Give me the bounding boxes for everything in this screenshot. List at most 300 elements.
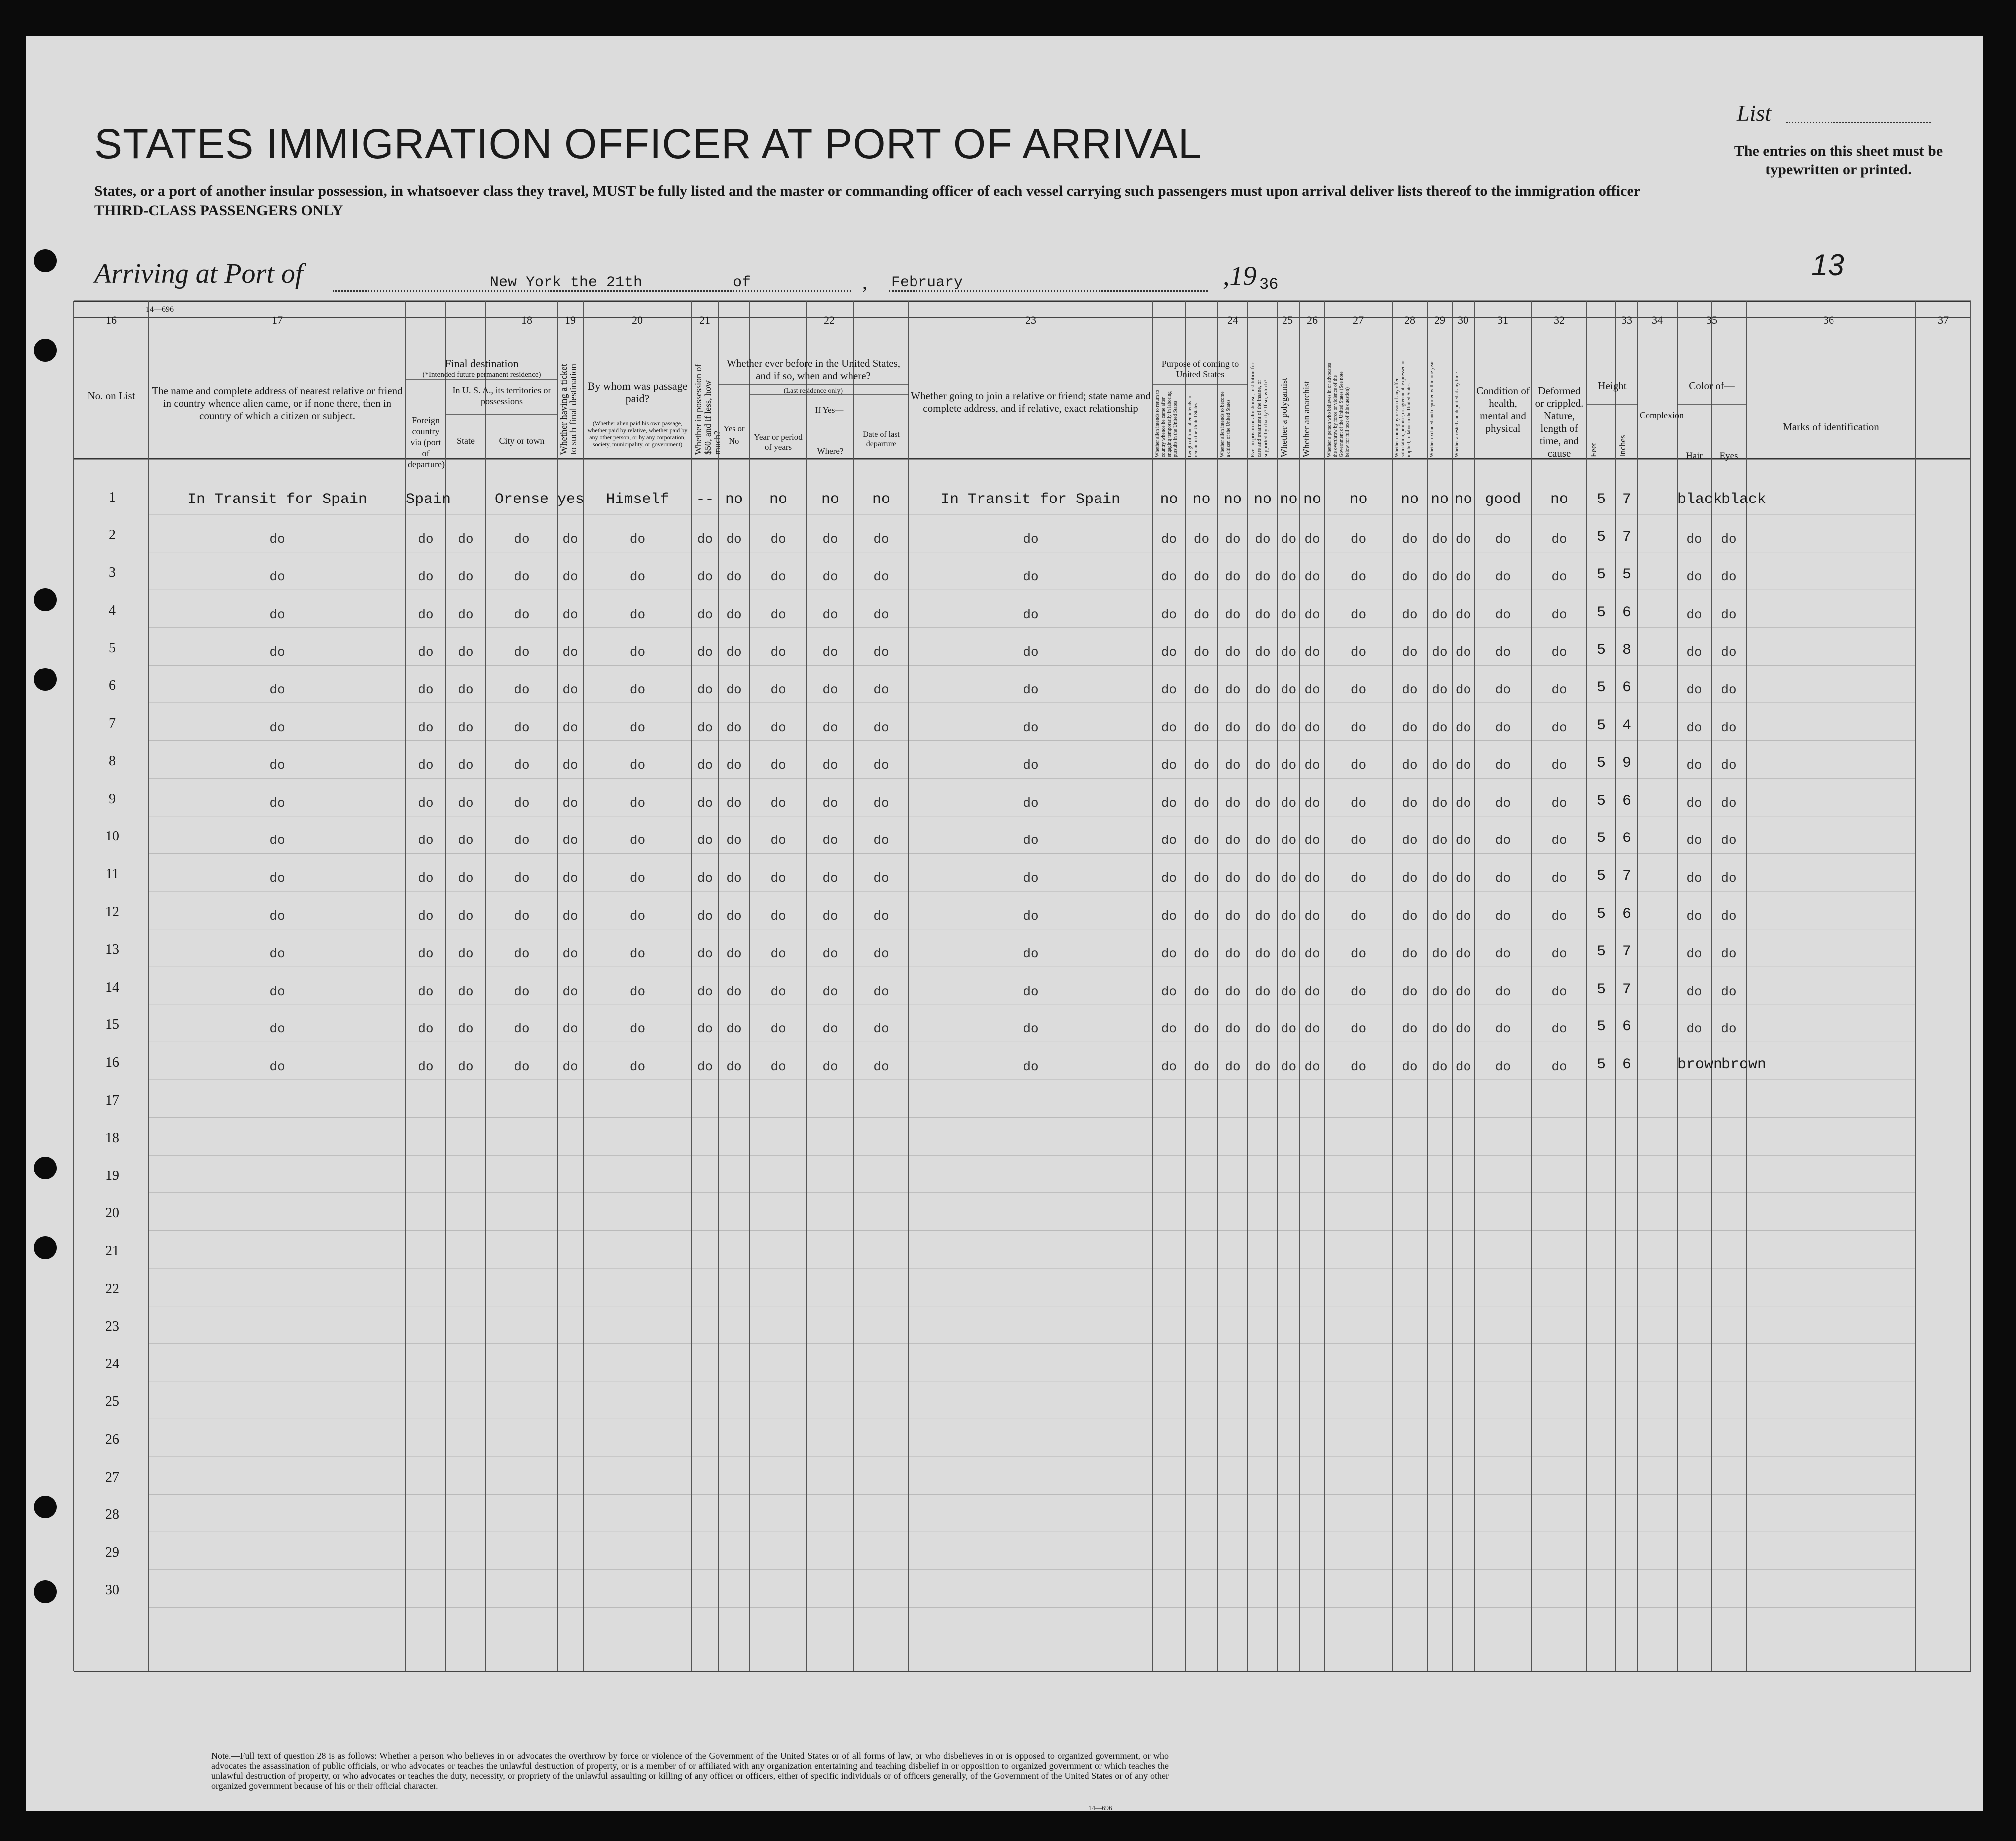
ditto-mark: do [269, 1021, 285, 1037]
ditto-mark: do [1193, 645, 1210, 660]
ditto-mark: do [1255, 871, 1271, 886]
ditto-mark: do [562, 569, 578, 585]
ditto-mark: do [1721, 1021, 1737, 1037]
ditto-mark: do [514, 946, 530, 962]
header-c21: Whether in possession of $50, and if less, how much? [693, 364, 722, 455]
page-title: STATES IMMIGRATION OFFICER AT PORT OF ARRIVAL [94, 120, 1202, 167]
ditto-mark: do [1551, 720, 1567, 735]
column-number: 28 [1404, 314, 1415, 326]
ditto-mark: do [458, 682, 474, 697]
ditto-mark: do [562, 645, 578, 660]
ditto-mark: do [514, 569, 530, 585]
ditto-mark: do [458, 1021, 474, 1037]
column-number: 20 [632, 314, 643, 326]
header-c22-sub: (Last residence only) [783, 387, 843, 395]
ditto-mark: do [1402, 833, 1418, 848]
cell-c22-year: no [769, 491, 787, 508]
ditto-mark: do [873, 871, 889, 886]
ditto-mark: do [770, 984, 786, 999]
punch-hole [34, 668, 57, 691]
column-number: 31 [1497, 314, 1508, 326]
ditto-mark: do [1686, 531, 1702, 547]
ditto-mark: do [1161, 531, 1177, 547]
height-inches: 6 [1622, 792, 1631, 810]
punch-hole [34, 1157, 57, 1179]
column-number: 36 [1823, 314, 1834, 326]
ditto-mark: do [629, 984, 646, 999]
ditto-mark: do [1402, 984, 1418, 999]
ditto-mark: do [1255, 833, 1271, 848]
ditto-mark: do [1495, 946, 1511, 962]
ditto-mark: do [418, 682, 434, 697]
ditto-mark: do [697, 682, 713, 697]
ditto-mark: do [1225, 871, 1241, 886]
row-number: 28 [105, 1507, 119, 1523]
row-number: 6 [109, 678, 116, 693]
ditto-mark: do [1551, 984, 1567, 999]
cell-c33: no [1550, 491, 1568, 508]
column-number: 32 [1554, 314, 1565, 326]
ditto-mark: do [1721, 758, 1737, 773]
ditto-mark: do [458, 569, 474, 585]
ditto-mark: do [1721, 720, 1737, 735]
ditto-mark: do [1721, 908, 1737, 924]
header-c18-foreign: Foreign country via (port of departure)— [408, 415, 445, 480]
cell-c18-city: Orense [494, 491, 549, 508]
ditto-mark: do [1432, 984, 1448, 999]
ditto-mark: do [1721, 531, 1737, 547]
height-inches: 7 [1622, 981, 1631, 998]
cell-c22-where: no [821, 491, 839, 508]
row-number: 7 [109, 715, 116, 731]
ditto-mark: do [562, 682, 578, 697]
header-c27: Whether an anarchist [1301, 381, 1311, 457]
ditto-mark: do [770, 531, 786, 547]
intro-text: States, or a port of another insular possession, in whatsoever class they travel, MUST be fully listed and the master or commanding officer of each vessel carrying such passengers must upon arrival deliver lists thereof to the immigration officer [94, 183, 1641, 199]
ditto-mark: do [873, 607, 889, 622]
ditto-mark: do [1304, 908, 1320, 924]
ditto-mark: do [1255, 908, 1271, 924]
height-feet: 5 [1596, 905, 1606, 923]
ditto-mark: do [1455, 1021, 1471, 1037]
ditto-mark: do [697, 645, 713, 660]
ditto-mark: do [822, 531, 838, 547]
header-c22-year: Year or period of years [754, 432, 803, 452]
ditto-mark: do [1455, 531, 1471, 547]
ditto-mark: do [697, 871, 713, 886]
ditto-mark: do [1495, 1021, 1511, 1037]
height-feet: 5 [1596, 1056, 1606, 1073]
ditto-mark: do [1161, 1021, 1177, 1037]
ditto-mark: do [1281, 908, 1297, 924]
cell-c27: no [1303, 491, 1321, 508]
ditto-mark: do [1161, 946, 1177, 962]
ditto-mark: do [514, 871, 530, 886]
ditto-mark: do [1225, 758, 1241, 773]
ditto-mark: do [1023, 871, 1039, 886]
row-number: 14 [105, 979, 119, 995]
ditto-mark: do [1350, 1021, 1367, 1037]
ditto-mark: do [629, 871, 646, 886]
ditto-mark: do [1721, 833, 1737, 848]
ditto-mark: do [1281, 795, 1297, 811]
height-feet: 5 [1596, 491, 1606, 508]
cell-c22-date: no [872, 491, 890, 508]
ditto-mark: do [1304, 1059, 1320, 1074]
ditto-mark: do [822, 682, 838, 697]
ditto-mark: do [269, 833, 285, 848]
header-c34-title: Height [1598, 380, 1627, 392]
ditto-mark: do [873, 1059, 889, 1074]
ditto-mark: do [726, 833, 742, 848]
ditto-mark: do [770, 833, 786, 848]
row-number: 23 [105, 1319, 119, 1335]
ditto-mark: do [1551, 795, 1567, 811]
header-c22-where: Where? [817, 446, 844, 456]
ditto-mark: do [873, 1021, 889, 1037]
header-c36-title: Color of— [1689, 380, 1735, 392]
ditto-mark: do [458, 984, 474, 999]
header-c18-title: Final destination [445, 357, 519, 370]
ditto-mark: do [1193, 1059, 1210, 1074]
ditto-mark: do [269, 607, 285, 622]
column-number: 29 [1434, 314, 1445, 326]
ditto-mark: do [1304, 1021, 1320, 1037]
ditto-mark: do [1281, 720, 1297, 735]
ditto-mark: do [1455, 682, 1471, 697]
header-c22-ifyes: If Yes— [815, 405, 844, 415]
ditto-mark: do [1495, 569, 1511, 585]
cell-c20: Himself [606, 491, 669, 508]
height-feet: 5 [1596, 943, 1606, 961]
ditto-mark: do [1255, 984, 1271, 999]
ditto-mark: do [1304, 569, 1320, 585]
ditto-mark: do [1350, 645, 1367, 660]
header-c18-city: City or town [499, 436, 545, 446]
ditto-mark: do [1686, 682, 1702, 697]
ditto-mark: do [822, 871, 838, 886]
ditto-mark: do [1023, 720, 1039, 735]
ditto-mark: do [1495, 871, 1511, 886]
ditto-mark: do [1225, 531, 1241, 547]
ditto-mark: do [1161, 871, 1177, 886]
ditto-mark: do [1551, 645, 1567, 660]
ditto-mark: do [1350, 1059, 1367, 1074]
header-c35: Complexion [1640, 410, 1684, 420]
ditto-mark: do [1350, 984, 1367, 999]
punch-hole [34, 1580, 57, 1603]
column-number: 27 [1353, 314, 1364, 326]
ditto-mark: do [1495, 984, 1511, 999]
row-number: 20 [105, 1205, 119, 1221]
height-feet: 5 [1596, 830, 1606, 847]
ditto-mark: do [562, 871, 578, 886]
ditto-mark: do [1495, 682, 1511, 697]
header-c37: Marks of identification [1783, 421, 1879, 433]
ditto-mark: do [1281, 607, 1297, 622]
height-inches: 6 [1622, 1018, 1631, 1036]
ditto-mark: do [1455, 720, 1471, 735]
ditto-mark: do [697, 531, 713, 547]
ditto-mark: do [1350, 946, 1367, 962]
height-feet: 5 [1596, 717, 1606, 734]
cell-c24-c: no [1223, 491, 1242, 508]
ditto-mark: do [822, 946, 838, 962]
ditto-mark: do [458, 1059, 474, 1074]
ditto-mark: do [1495, 1059, 1511, 1074]
ditto-mark: do [1551, 871, 1567, 886]
ditto-mark: do [1225, 607, 1241, 622]
ditto-mark: do [1281, 1059, 1297, 1074]
ditto-mark: do [1495, 908, 1511, 924]
ditto-mark: do [873, 833, 889, 848]
height-inches: 7 [1622, 491, 1631, 508]
ditto-mark: do [1304, 607, 1320, 622]
cell-c24-a: no [1160, 491, 1178, 508]
punch-hole [34, 588, 57, 611]
height-feet: 5 [1596, 679, 1606, 696]
ditto-mark: do [1161, 795, 1177, 811]
cell-hair-last: brown [1677, 1056, 1723, 1073]
ditto-mark: do [629, 833, 646, 848]
ditto-mark: do [562, 795, 578, 811]
ditto-mark: do [1281, 758, 1297, 773]
ditto-mark: do [770, 720, 786, 735]
ditto-mark: do [1721, 871, 1737, 886]
ditto-mark: do [629, 908, 646, 924]
column-number: 34 [1652, 314, 1663, 326]
row-number: 4 [109, 602, 116, 618]
ditto-mark: do [629, 758, 646, 773]
ditto-mark: do [629, 645, 646, 660]
ditto-mark: do [1402, 795, 1418, 811]
ditto-mark: do [1225, 946, 1241, 962]
ditto-mark: do [726, 569, 742, 585]
ditto-mark: do [458, 531, 474, 547]
ditto-mark: do [1432, 871, 1448, 886]
row-number: 22 [105, 1281, 119, 1297]
ditto-mark: do [1193, 795, 1210, 811]
list-line [1786, 122, 1931, 123]
ditto-mark: do [822, 720, 838, 735]
header-c18-usa: In U. S. A., its territories or possessions [452, 385, 551, 406]
ditto-mark: do [770, 946, 786, 962]
ditto-mark: do [418, 795, 434, 811]
ditto-mark: do [269, 908, 285, 924]
row-number: 26 [105, 1432, 119, 1447]
ditto-mark: do [418, 871, 434, 886]
ditto-mark: do [514, 645, 530, 660]
ditto-mark: do [1161, 984, 1177, 999]
ditto-mark: do [1281, 682, 1297, 697]
ditto-mark: do [458, 720, 474, 735]
ditto-mark: do [418, 531, 434, 547]
column-number: 37 [1938, 314, 1949, 326]
header-c31: Whether arrested and deported at any time [1454, 372, 1460, 457]
ditto-mark: do [418, 720, 434, 735]
header-c36-eyes: Eyes [1719, 451, 1738, 461]
ditto-mark: do [1402, 531, 1418, 547]
cell-c22-yesno: no [725, 491, 743, 508]
column-number: 17 [272, 314, 283, 326]
ditto-mark: do [1161, 720, 1177, 735]
height-feet: 5 [1596, 642, 1606, 659]
ditto-mark: do [562, 946, 578, 962]
ditto-mark: do [1255, 1021, 1271, 1037]
header-c28: Whether a person who believes in or advocates the overthrow by force or violence of the Government of the United States (See note below for full text of this question) [1327, 363, 1350, 457]
ditto-mark: do [514, 682, 530, 697]
ditto-mark: do [418, 607, 434, 622]
ditto-mark: do [873, 795, 889, 811]
ditto-mark: do [1255, 569, 1271, 585]
ditto-mark: do [562, 984, 578, 999]
column-number: 33 [1621, 314, 1632, 326]
ditto-mark: do [1023, 833, 1039, 848]
ditto-mark: do [629, 607, 646, 622]
ditto-mark: do [1225, 984, 1241, 999]
cell-c25: no [1253, 491, 1272, 508]
ditto-mark: do [1495, 795, 1511, 811]
row-number: 24 [105, 1356, 119, 1372]
ditto-mark: do [697, 1059, 713, 1074]
header-c36-hair: Hair [1686, 451, 1703, 461]
ditto-mark: do [770, 1021, 786, 1037]
ditto-mark: do [873, 984, 889, 999]
ditto-mark: do [269, 720, 285, 735]
ditto-mark: do [1304, 682, 1320, 697]
header-c34-feet: Feet [1589, 442, 1598, 457]
ditto-mark: do [1193, 984, 1210, 999]
ditto-mark: do [1350, 908, 1367, 924]
height-feet: 5 [1596, 566, 1606, 584]
header-c24-title: Purpose of coming to United States [1161, 359, 1239, 379]
column-number: 35 [1706, 314, 1717, 326]
ditto-mark: do [1023, 984, 1039, 999]
column-number: 21 [699, 314, 710, 326]
ditto-mark: do [629, 946, 646, 962]
ditto-mark: do [1495, 758, 1511, 773]
ditto-mark: do [822, 1059, 838, 1074]
ditto-mark: do [822, 607, 838, 622]
ditto-mark: do [1281, 984, 1297, 999]
ditto-mark: do [1193, 946, 1210, 962]
ditto-mark: do [629, 569, 646, 585]
ditto-mark: do [514, 795, 530, 811]
footnote: Note.—Full text of question 28 is as follows: Whether a person who believes in or advocates the overthrow by force or violence of the Government of the United States or of all forms of law, or who disbelieves in or is opposed to organized government, or who advocates the assassination of public officials, or who advocates or teaches the unlawful destruction of property, or is a member of or affiliated with any organization entertaining and teaching disbelief in or opposition to organized government or which teaches the unlawful destruction of property, or who advocates or teaches the duty, necessity, or propriety of the unlawful assaulting or killing of any officer or officers, either of specific individuals or of officers generally, of the Government of the United States or of any other organized government because of his or their official character. [211, 1751, 1169, 1791]
ditto-mark: do [1686, 795, 1702, 811]
ditto-mark: do [1432, 908, 1448, 924]
ditto-mark: do [458, 645, 474, 660]
ditto-mark: do [1281, 833, 1297, 848]
header-c18-sub: (*Intended future permanent residence) [422, 371, 541, 379]
punch-hole [34, 339, 57, 362]
ditto-mark: do [1686, 833, 1702, 848]
row-number: 18 [105, 1130, 119, 1146]
ditto-mark: do [458, 607, 474, 622]
ditto-mark: do [1495, 720, 1511, 735]
row-number: 29 [105, 1544, 119, 1560]
ditto-mark: do [1455, 795, 1471, 811]
ditto-mark: do [514, 833, 530, 848]
ditto-mark: do [1686, 946, 1702, 962]
ditto-mark: do [770, 758, 786, 773]
ditto-mark: do [1721, 645, 1737, 660]
ditto-mark: do [1551, 1059, 1567, 1074]
ditto-mark: do [1551, 607, 1567, 622]
ditto-mark: do [1255, 946, 1271, 962]
ditto-mark: do [562, 758, 578, 773]
cell-c30: no [1430, 491, 1449, 508]
ditto-mark: do [1304, 984, 1320, 999]
ditto-mark: do [1304, 833, 1320, 848]
header-c32: Condition of health, mental and physical [1476, 385, 1530, 434]
ditto-mark: do [458, 758, 474, 773]
ditto-mark: do [1023, 607, 1039, 622]
ditto-mark: do [1432, 1021, 1448, 1037]
month-value: February [891, 274, 963, 291]
ditto-mark: do [726, 607, 742, 622]
column-number: 26 [1307, 314, 1318, 326]
ditto-mark: do [1402, 569, 1418, 585]
ditto-mark: do [1023, 946, 1039, 962]
ditto-mark: do [873, 720, 889, 735]
ditto-mark: do [1193, 908, 1210, 924]
ditto-mark: do [697, 569, 713, 585]
ditto-mark: do [1686, 569, 1702, 585]
ditto-mark: do [1255, 531, 1271, 547]
ditto-mark: do [1721, 607, 1737, 622]
port-value: New York the 21th [490, 274, 643, 291]
ditto-mark: do [1225, 569, 1241, 585]
ditto-mark: do [269, 682, 285, 697]
row-number: 17 [105, 1092, 119, 1108]
ditto-mark: do [269, 758, 285, 773]
ditto-mark: do [770, 682, 786, 697]
ditto-mark: do [514, 984, 530, 999]
header-c29: Whether coming by reason of any offer, solicitation, promise, or agreement, expressed or implied, to labor in the United States [1394, 360, 1412, 457]
ditto-mark: do [1455, 645, 1471, 660]
height-inches: 7 [1622, 943, 1631, 961]
form-number-bottom: 14—696 [1088, 1805, 1112, 1812]
ditto-mark: do [1495, 833, 1511, 848]
ditto-mark: do [1402, 871, 1418, 886]
class-label: THIRD-CLASS PASSENGERS ONLY [94, 202, 343, 219]
ditto-mark: do [770, 645, 786, 660]
ditto-mark: do [418, 833, 434, 848]
ditto-mark: do [873, 758, 889, 773]
ditto-mark: do [1193, 569, 1210, 585]
row-number: 8 [109, 753, 116, 769]
ditto-mark: do [1495, 531, 1511, 547]
ditto-mark: do [1304, 795, 1320, 811]
ditto-mark: do [562, 607, 578, 622]
height-inches: 6 [1622, 830, 1631, 847]
ditto-mark: do [1161, 645, 1177, 660]
ditto-mark: do [1161, 569, 1177, 585]
ditto-mark: do [1304, 720, 1320, 735]
header-c30: Whether excluded and deported within one year [1429, 361, 1435, 457]
ditto-mark: do [629, 795, 646, 811]
ditto-mark: do [1402, 908, 1418, 924]
row-number: 15 [105, 1017, 119, 1033]
ditto-mark: do [1193, 720, 1210, 735]
ditto-mark: do [269, 946, 285, 962]
ditto-mark: do [822, 569, 838, 585]
ditto-mark: do [1255, 682, 1271, 697]
ditto-mark: do [726, 795, 742, 811]
ditto-mark: do [770, 908, 786, 924]
ditto-mark: do [1551, 758, 1567, 773]
